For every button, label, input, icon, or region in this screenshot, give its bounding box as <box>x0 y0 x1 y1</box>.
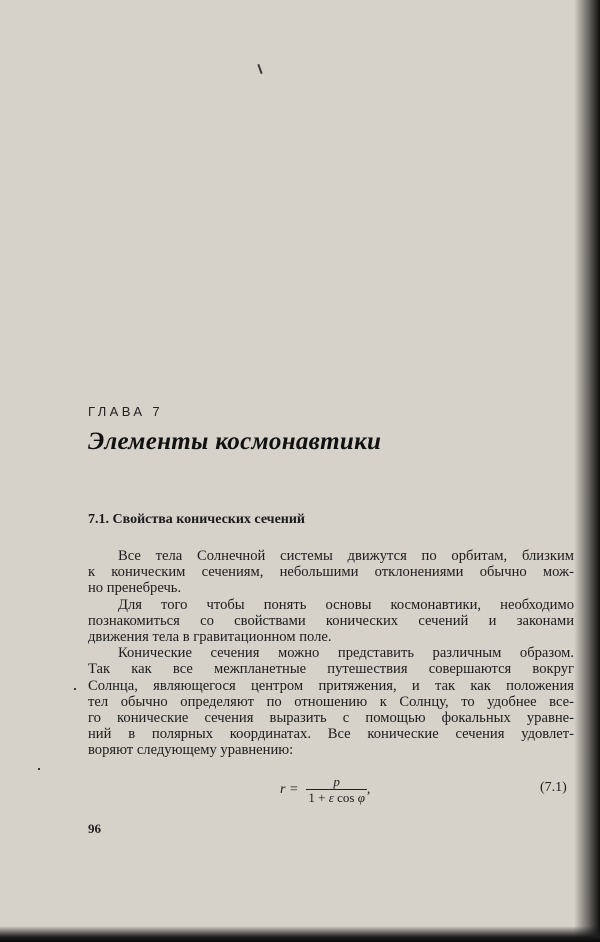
page-bottom-edge <box>0 926 600 942</box>
equation-numerator: p <box>333 774 340 789</box>
denominator-cos: cos <box>333 790 358 805</box>
text-line: познакомиться со свойствами конических сечений и законами <box>88 612 574 629</box>
text-line: тел обычно определяют по отношению к Солнцу, то удобнее все- <box>88 693 574 710</box>
text-line: Так как все межпланетные путешествия совершаются вокруг <box>88 661 574 678</box>
chapter-title: Элементы космонавтики <box>88 428 382 455</box>
text-line: воряют следующему уравнению: <box>88 742 294 759</box>
print-speck <box>38 768 40 770</box>
text-line: движения тела в гравитационном поле. <box>88 629 332 646</box>
text-line: Для того чтобы понять основы космонавтики, необходимо <box>118 596 574 613</box>
paragraph <box>88 548 574 597</box>
equation-trailing-comma: , <box>366 782 371 797</box>
text-line: Солнца, являющегося центром притяжения, и так как положения <box>88 677 574 694</box>
paragraph <box>88 645 574 758</box>
page-number: 96 <box>88 821 101 836</box>
print-speck <box>74 688 76 690</box>
text-line: го конические сечения выразить с помощью фокальных уравне- <box>88 710 574 727</box>
equation-fraction <box>306 774 367 806</box>
equation-number: (7.1) <box>540 780 567 795</box>
text-line: ний в полярных координатах. Все конические сечения удовлет- <box>88 726 574 743</box>
text-line: к коническим сечениям, небольшими отклонениями обычно мож- <box>88 564 574 581</box>
print-speck <box>257 64 262 74</box>
equation-denominator <box>306 790 367 806</box>
text-line: Все тела Солнечной системы движутся по орбитам, близким <box>118 548 574 564</box>
paragraph <box>88 597 574 646</box>
text-line: Конические сечения можно представить различным образом. <box>118 645 574 662</box>
denominator-prefix: 1 + <box>308 790 329 805</box>
body-text <box>88 548 574 759</box>
chapter-label: ГЛАВА 7 <box>88 404 164 419</box>
binding-shadow <box>574 0 600 942</box>
section-heading: 7.1. Свойства конических сечений <box>88 512 305 527</box>
phi-symbol: φ <box>357 790 365 805</box>
epsilon-symbol: ε <box>328 790 334 805</box>
equation <box>280 774 370 806</box>
equation-lhs: r = <box>280 782 299 797</box>
text-line: но пренебречь. <box>88 580 182 597</box>
